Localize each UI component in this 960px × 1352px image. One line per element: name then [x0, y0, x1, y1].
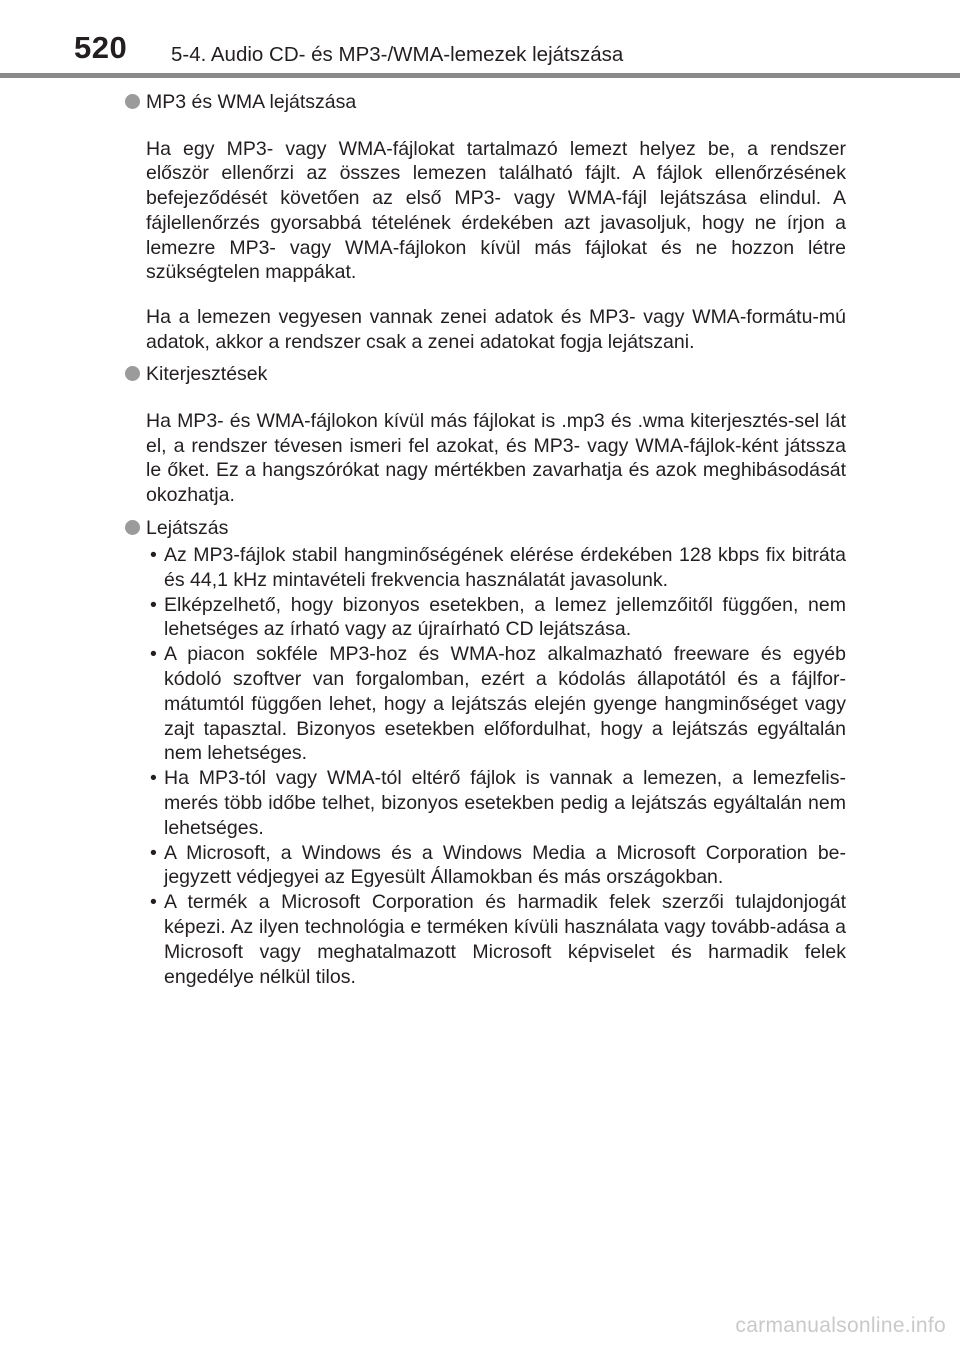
paragraph: Ha egy MP3- vagy WMA-fájlokat tartalmazó lemezt helyez be, a rendszer először ellenőrzi az összes lemezen található fájlt. A fájlok ellenőrzésének befejeződését követően az első MP3- vagy WMA-fájl lejátszása elindul. A fájlellenőrzés gyorsabbá tételének érdekében azt javasoljuk, hogy ne írjon a lemezre MP3- vagy WMA-fájlokon kívül más fájlokat és ne hozzon létre szükségtelen mappákat.	[146, 137, 846, 284]
list-bullet-icon: •	[150, 593, 157, 616]
page-number: 520	[74, 30, 128, 65]
section-heading-label: Lejátszás	[146, 517, 229, 540]
list-bullet-icon: •	[150, 544, 157, 567]
playback-notes-list	[125, 543, 846, 989]
circle-bullet-icon	[125, 520, 140, 535]
section-extensions	[125, 360, 846, 508]
paragraph: Ha MP3- és WMA-fájlokon kívül más fájlokat is .mp3 és .wma kiterjesztés-sel lát el, a rendszer tévesen ismeri fel azokat, és MP3- vagy WMA-fájlok-ként játssza le őket. Ez a hangszórókat nagy mértékben zavarhatja és azok meghibásodását okozhatja.	[146, 409, 846, 507]
list-item	[146, 593, 846, 643]
list-bullet-icon: •	[150, 767, 157, 790]
list-item-text: A termék a Microsoft Corporation és harmadik felek szerzői tulajdonjogát képezi. Az ilyen technológia e terméken kívüli használata vagy tovább-adása a Microsoft vagy meghatalmazott Microsoft képviselet és harmadik felek engedélye nélkül tilos.	[164, 891, 846, 988]
site-watermark: carmanualsonline.info	[735, 1314, 946, 1337]
list-item	[146, 543, 846, 593]
circle-bullet-icon	[125, 366, 140, 381]
section-heading	[125, 360, 846, 389]
list-item-text: Az MP3-fájlok stabil hangminőségének elérése érdekében 128 kbps fix bitráta és 44,1 kHz mintavételi frekvencia használatát javasolunk.	[164, 544, 846, 591]
list-item-text: Elképzelhető, hogy bizonyos esetekben, a lemez jellemzőitől függően, nem lehetséges az írható vagy az újraírható CD lejátszása.	[164, 593, 846, 641]
page-header	[0, 0, 960, 80]
chapter-section-title: 5-4. Audio CD- és MP3-/WMA-lemezek lejátszása	[171, 43, 624, 66]
list-bullet-icon: •	[150, 643, 157, 666]
section-playback	[125, 514, 846, 989]
list-bullet-icon: •	[150, 891, 157, 914]
header-rule	[0, 73, 960, 78]
list-item-text: A Microsoft, a Windows és a Windows Media a Microsoft Corporation be-jegyzett védjegyei az Egyesült Államokban és más országokban.	[164, 841, 846, 889]
list-item-text: Ha MP3-tól vagy WMA-tól eltérő fájlok is vannak a lemezen, a lemezfelis-merés több időbe telhet, bizonyos esetekben pedig a lejátszás egyáltalán nem lehetséges.	[164, 767, 846, 839]
section-mp3-wma-playback	[125, 88, 846, 354]
paragraph: Ha a lemezen vegyesen vannak zenei adatok és MP3- vagy WMA-formátu-mú adatok, akkor a rendszer csak a zenei adatokat fogja lejátszani.	[146, 305, 846, 353]
list-item	[146, 766, 846, 840]
section-heading-label: MP3 és WMA lejátszása	[146, 91, 357, 113]
section-heading	[125, 88, 846, 117]
list-item-text: A piacon sokféle MP3-hoz és WMA-hoz alkalmazható freeware és egyéb kódoló szoftver van forgalomban, ezért a kódolás állapotától és a fájlfor-mátumtól függően lehet, hogy a lejátszás elején gyenge hangminőséget vagy zajt tapasztal. Bizonyos esetekben előfordulhat, hogy a lejátszás egyáltalán nem lehetséges.	[164, 643, 846, 765]
list-bullet-icon: •	[150, 841, 157, 864]
list-item	[146, 841, 846, 891]
section-heading	[125, 514, 846, 543]
circle-bullet-icon	[125, 94, 140, 109]
section-heading-label: Kiterjesztések	[146, 363, 268, 386]
list-item	[146, 890, 846, 989]
page-content	[125, 88, 846, 995]
list-item	[146, 642, 846, 766]
